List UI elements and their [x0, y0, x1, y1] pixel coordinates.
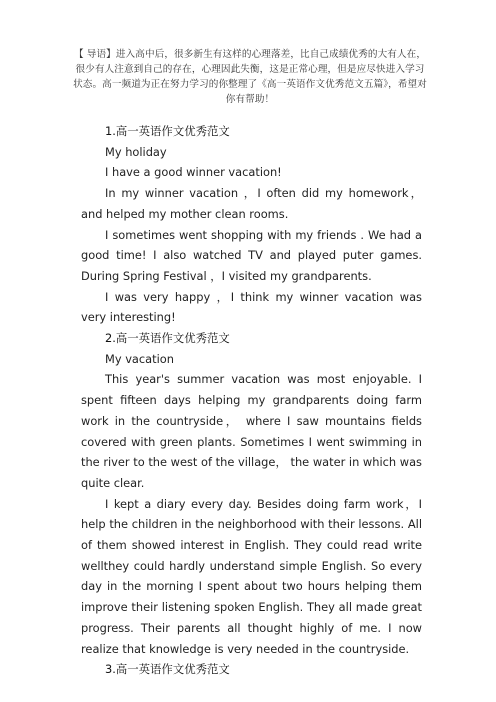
essay-title-1: My holiday [105, 144, 167, 159]
intro-paragraph: 【 导语】进入高中后，很多新生有这样的心理落差，比自己成绩优秀的大有人在，很少有人注意到自己的存在，心理因此失衡，这是正常心理，但是应尽快进入学习状态。高一频道为正在努力学习的你整理了《高一英语作文优秀范文五篇》，希望对你有帮助！ [73, 49, 427, 105]
essay-paragraph: I was very happy ，I think my winner vacation was very interesting! [81, 289, 422, 325]
article-body [81, 121, 422, 680]
section-heading-2: 2.高一英语作文优秀范文 [105, 331, 230, 346]
essay-paragraph: I have a good winner vacation! [105, 165, 282, 180]
essay-paragraph: This year's summer vacation was most enjoyable. I spent fifteen days helping my grandparents doing farm work in the countryside， where I saw mountains fields covered with green plants. Sometimes I went swimming in the river to the west of the village， the water in which was quite clear. [81, 372, 422, 490]
section-heading-3: 3.高一英语作文优秀范文 [105, 662, 230, 677]
essay-paragraph: In my winner vacation ，I often did my homework， and helped my mother clean rooms. [81, 186, 422, 221]
essay-title-2: My vacation [105, 351, 174, 366]
essay-paragraph: I sometimes went shopping with my friends . We had a good time! I also watched TV and played puter games. During Spring Festival ，I visited my grandparents. [81, 227, 422, 283]
essay-paragraph: I kept a diary every day. Besides doing farm work，I help the children in the neighborhood with their lessons. All of them showed interest in English. They could read write wellthey could hardly understand simple English. So every day in the morning I spent about two hours helping them improve their listening spoken English. They all made great progress. Their parents all thought highly of me. I now realize that knowledge is very needed in the countryside. [81, 496, 422, 656]
section-heading-1: 1.高一英语作文优秀范文 [105, 124, 230, 138]
